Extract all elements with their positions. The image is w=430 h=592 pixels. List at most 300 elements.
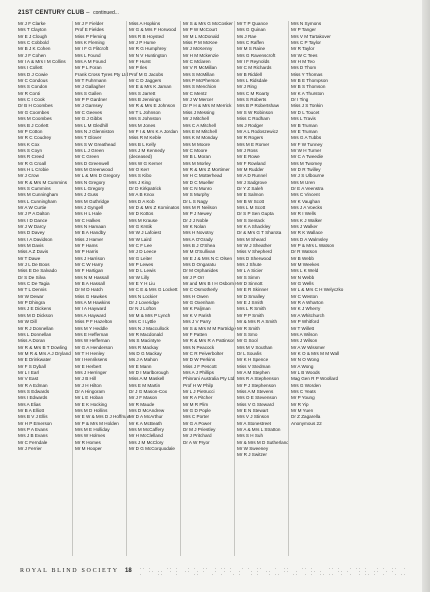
donor-name: Mr K Vaughan	[291, 198, 321, 204]
donor-name: Mrs H Novotny	[183, 230, 214, 236]
braille-cell	[329, 568, 334, 576]
donor-name: Mrs M D Hollins	[75, 407, 108, 413]
donor-name: Mr B W Scott	[237, 198, 265, 204]
donor-name: Mr B A Hassall	[75, 281, 105, 287]
donor-name: Mrs S Condon	[18, 84, 48, 90]
braille-dot	[269, 574, 270, 575]
braille-cell	[392, 568, 397, 576]
donor-name: Mr R Yip	[291, 401, 309, 407]
donor-name: Mr F Hurst	[129, 59, 151, 65]
donor-name: Mr C D Jaggers	[129, 78, 162, 84]
donor-name: Mr E W & Mrs D J Hoffman	[75, 414, 131, 420]
donor-name: Mrs C Porter	[183, 414, 210, 420]
donor-name: Mrs J V Parry	[183, 319, 211, 325]
donor-name: Mr C Condous	[18, 78, 48, 84]
donor-name: Dr S De Silva	[18, 274, 46, 280]
donor-name: Mr W J Sheather	[237, 243, 272, 249]
donor-name: Mr P P Smith	[237, 312, 264, 318]
donor-name: Mr E J Clough	[18, 33, 48, 39]
page-edge	[422, 0, 430, 592]
braille-dot	[365, 568, 366, 569]
donor-name: Mr J Ross	[237, 147, 258, 153]
braille-dot	[224, 568, 225, 569]
donor-name: Mr G Coombes	[18, 109, 50, 115]
donor-name: Mr B S Thomson	[291, 84, 326, 90]
donor-name: Mrs M D Dickson	[18, 312, 53, 318]
braille-dot	[404, 568, 405, 569]
donor-name: Prof M G Jacobs	[129, 71, 164, 77]
donor-name: Mrs N Peacock	[183, 344, 215, 350]
donor-name: Dr J Loveridge	[129, 300, 159, 306]
braille-dot	[152, 571, 153, 572]
donor-name: Miss J Messing	[183, 109, 215, 115]
donor-name: Mr B J K Cohen	[18, 46, 51, 52]
donor-name: Miss P Fleming	[75, 33, 107, 39]
donor-name: Mr P Dhingra	[18, 300, 45, 306]
donor-name: Mr M Weekes	[291, 262, 320, 268]
braille-dot	[356, 568, 357, 569]
donor-name: Mr R & Mrs R A Pattinson	[183, 338, 236, 344]
braille-cell	[239, 568, 244, 576]
braille-dot	[332, 574, 333, 575]
donor-name: Dr P H & Mrs M Merrick	[183, 103, 232, 109]
donor-name: Mr G D Pople	[183, 407, 211, 413]
donor-name: Mrs S H Suh	[237, 433, 264, 439]
donor-name: Mr E Y H Liu	[129, 281, 155, 287]
donor-name: Mrs M R Neilson	[183, 204, 217, 210]
donor-name: Mr R G Humphrey	[129, 46, 167, 52]
donor-name: Mr B A Elliott	[18, 407, 45, 413]
donor-name: Mr J F Clarke	[18, 21, 46, 26]
donor-name: Mr A Stonestreet	[237, 420, 271, 426]
donor-name: Mag Gen R P Woollard	[291, 376, 339, 382]
donor-name: Dr M D Hatch	[75, 287, 103, 293]
donor-name: Mrs N Hamaan	[75, 224, 106, 229]
donor-name: Anonymous 22	[291, 420, 322, 426]
braille-dot	[341, 574, 342, 575]
braille-dot	[338, 571, 339, 572]
donor-name: Mrs H Owen	[183, 293, 209, 299]
donor-name: Mr J W Darcy	[18, 224, 46, 229]
donor-name: Mr E Truman	[291, 128, 318, 134]
braille-dot	[401, 574, 402, 575]
donor-name: Mr H C Motterhead	[183, 173, 223, 179]
donor-name: Mrs M Uren	[291, 179, 315, 185]
donor-name: Ms J Rodger	[237, 122, 264, 128]
donor-name: Mrs C De Tagia	[18, 281, 50, 287]
braille-dot	[257, 571, 258, 572]
donor-name: Mrs I D Dance	[18, 217, 48, 223]
donor-name: Mrs E M Martin	[129, 382, 161, 388]
donor-name: Mr W Sweeney	[237, 446, 269, 452]
braille-dot	[287, 568, 288, 569]
donor-name: Mr B Webb	[291, 255, 314, 261]
donor-name: Mr M R Plim	[183, 401, 209, 407]
donor-name: Mrs D A Kob	[129, 198, 155, 204]
donor-name: Mrs M Y Heddle	[75, 325, 108, 331]
braille-dot	[140, 574, 141, 575]
braille-cell	[212, 568, 217, 576]
donor-name: Mrs G Ravenscroft	[237, 52, 276, 58]
donor-name: Mrs R Creed	[18, 154, 45, 160]
donor-name: Mrs A Wilson	[291, 331, 318, 337]
section-header	[18, 10, 119, 16]
donor-name: Prof H W Philp	[183, 382, 214, 388]
donor-name: Mr T H Henley	[75, 350, 105, 356]
braille-dot	[320, 571, 321, 572]
donor-name: Mr F I & Mrs K A Jordan	[129, 128, 178, 134]
donor-name: Mr D W Perkins	[183, 357, 216, 363]
donor-name: Mr T P Quance	[237, 21, 268, 26]
braille-dot	[257, 568, 258, 569]
donor-name: Mr J F Cohen	[18, 52, 46, 58]
braille-dot	[188, 571, 189, 572]
donor-name: Dr & Mrs G T Sharota	[237, 230, 282, 236]
donor-name: Mr V East	[18, 376, 39, 382]
donor-name: Mr & Mrs M D Sutherland	[237, 439, 289, 445]
donor-name: Mrs M Coombes	[18, 116, 52, 122]
donor-name: Mr S & Mrs G McCosker	[183, 21, 233, 26]
donor-name: Mr O Kerr	[129, 166, 150, 172]
braille-dot	[206, 568, 207, 569]
donor-name: Mrs D A Walmsley	[291, 236, 329, 242]
braille-dot	[284, 568, 285, 569]
donor-name: Dr L S Nagy	[183, 198, 208, 204]
donor-name: Mrs K Cox	[18, 141, 40, 147]
donor-name: Mr L & Mrs D Gregory	[75, 173, 120, 179]
donor-name: Mrs S Roberts	[237, 97, 267, 103]
donor-name: Mr P J Stephenson	[237, 382, 276, 388]
braille-dot	[188, 568, 189, 569]
donor-name: Mr G Leiter	[129, 255, 152, 261]
donor-name: Mr C Geeves	[75, 109, 103, 115]
donor-name: Mr C M Richards	[237, 65, 272, 71]
braille-dot	[377, 571, 378, 572]
donor-name: Mr and Mrs B I H Osborne	[183, 281, 237, 287]
name-column-1	[18, 21, 70, 556]
donor-name: Miss V Shepherd	[237, 249, 272, 255]
braille-cell	[365, 568, 370, 576]
braille-dot	[176, 574, 177, 575]
donor-name: Mrs D Greenwell	[75, 160, 110, 166]
donor-name: Mr T Dawe	[18, 255, 41, 261]
donor-name: Mrs R B Hoysted	[129, 33, 164, 39]
braille-cell	[374, 568, 379, 576]
braille-dot	[233, 574, 234, 575]
donor-name: Mr W Laird	[129, 236, 152, 242]
donor-name: Mrs J Shute	[237, 262, 262, 268]
donor-name: Mr H M Teo	[291, 59, 315, 65]
donor-name: Mrs A J Phillips	[183, 369, 214, 375]
donor-name: Mrs P McPherson	[183, 78, 220, 84]
donor-name: Mr R K Wallace	[291, 230, 323, 236]
donor-name: Miss E De Salvado	[18, 268, 57, 274]
donor-name: Mrs M Greenwood	[75, 166, 113, 172]
donor-name: Mr C W Harry	[75, 262, 104, 268]
donor-name: Mrs W G Kerner	[129, 160, 163, 166]
donor-name: Mr R J Switzer	[237, 452, 267, 458]
donor-name: Mr B Riddell	[237, 71, 263, 77]
donor-name: Mr D G McCorquodale	[129, 446, 175, 452]
donor-name: Mr T Fuhrmann	[75, 78, 107, 84]
braille-dot	[374, 571, 375, 572]
braille-dot	[386, 571, 387, 572]
donor-name: Mrs I A Davidson	[18, 236, 53, 242]
donor-name: Mr N O Wong	[291, 357, 319, 363]
donor-name: Mr I A Hayward	[75, 306, 107, 312]
donor-name: Mrs J A Voecks	[291, 204, 323, 210]
donor-name: Mrs B Jennings	[129, 97, 161, 103]
braille-dot	[248, 568, 249, 569]
donor-name: Mrs K Fleming	[75, 40, 105, 46]
donor-name: Mr J Garnsey	[75, 103, 103, 109]
donor-name: Mr R A Pitcher	[183, 395, 213, 401]
donor-name: Mr G J Gibbs	[75, 116, 103, 122]
donor-name: Dr S P Sen Gupta	[237, 211, 274, 217]
donor-name: Mr J F Mason	[129, 395, 158, 401]
donor-name: Mr J P Hume	[129, 40, 156, 46]
braille-dot	[221, 568, 222, 569]
braille-dot	[194, 574, 195, 575]
donor-name: Mr R Homes	[75, 439, 101, 445]
donor-name: Mr R & Mrs E Johnson	[129, 103, 176, 109]
braille-dot	[377, 568, 378, 569]
braille-cell	[275, 568, 280, 576]
braille-dot	[260, 568, 261, 569]
donor-name: Mrs S Edwards	[18, 388, 50, 394]
braille-dot	[149, 571, 150, 572]
donor-name: Mr J Ring	[237, 84, 257, 90]
donor-name: Mrs J M Kennedy	[129, 147, 165, 153]
name-column-2	[72, 21, 131, 556]
donor-name: Mr R G Croall	[18, 160, 47, 166]
braille-dot	[158, 571, 159, 572]
donor-name: Mr R & Mrs M Cummins	[18, 179, 67, 185]
donor-name: Miss V G Steward	[237, 401, 274, 407]
donor-name: Mrs I Edwards	[18, 395, 48, 401]
donor-name: Mr E Mann	[129, 363, 152, 369]
braille-dot	[383, 568, 384, 569]
donor-name: Mr A D Runnel	[237, 173, 267, 179]
donor-name: Mr S W Robinson	[237, 109, 273, 115]
donor-name: Mrs D Sherwood	[237, 255, 272, 261]
donor-name: Mrs S Johnston	[129, 116, 161, 122]
donor-name: Frank Cross Tyres Pty Ltd	[75, 71, 129, 77]
donor-name: Mrs T Clayton	[18, 27, 47, 33]
donor-name: Ms D G Mackay	[129, 350, 162, 356]
donor-name: Mr C Ferndale	[18, 439, 48, 445]
donor-name: Mr R Macdonald	[129, 331, 163, 337]
braille-dot	[329, 568, 330, 569]
braille-cell	[338, 568, 343, 576]
braille-dot	[359, 574, 360, 575]
donor-name: Mrs R A Stephenson	[237, 376, 279, 382]
donor-name: Mr J Mitchell	[183, 116, 209, 122]
donor-name: Mr D Kottos	[129, 211, 154, 217]
donor-name: Mr J McKenny	[183, 46, 213, 52]
braille-dot	[275, 568, 276, 569]
donor-name-columns	[18, 21, 398, 556]
donor-name: Mr P P Gardner	[75, 97, 107, 103]
donor-name: Mrs P A Evans	[18, 427, 48, 432]
donor-name: Mr P Iles	[129, 65, 148, 71]
donor-name: Mr S & Mrs M M Partridge	[183, 325, 237, 331]
donor-name: Mr S Sentack	[237, 217, 265, 223]
donor-name: Mr B Truman	[291, 122, 318, 128]
braille-dot	[404, 574, 405, 575]
donor-name: Mr M & Mrs P Lynch	[129, 312, 171, 318]
donor-name: Miss A M Stevens	[237, 388, 274, 394]
donor-name: Mr W C Tees	[291, 52, 318, 58]
donor-name: Mrs L M Scott	[237, 204, 266, 210]
donor-name: Mrs L J Green	[75, 147, 104, 153]
donor-name: Mr P L Foran	[75, 65, 102, 71]
donor-name: Mrs A M Found	[75, 59, 106, 65]
braille-cell	[302, 568, 307, 576]
donor-name: Mr A Wong	[291, 363, 314, 369]
donor-name: Mr R J Donnellan	[18, 325, 54, 331]
donor-name: Mrs B L Kelly	[129, 141, 156, 147]
donor-name: Miss J Hamer	[75, 236, 104, 242]
donor-name: Mr I Henriksens	[75, 357, 108, 363]
donor-name: Mrs M E Romer	[237, 141, 270, 147]
donor-name: Mr P & Mrs M Holden	[75, 420, 119, 426]
braille-dot	[266, 571, 267, 572]
donor-name: Mr P Young	[291, 395, 315, 401]
braille-dot	[311, 571, 312, 572]
donor-name: Mr I A & Mrs I M Collins	[18, 59, 66, 65]
donor-name: Mr W Dewar	[18, 293, 44, 299]
donor-name: Mr D L Lewis	[129, 268, 156, 274]
braille-dot	[305, 574, 306, 575]
donor-name: Mrs L Gregory	[75, 185, 105, 191]
donor-name: Mr N V Huntington	[129, 52, 167, 58]
donor-name: Mr J Gallagher	[75, 84, 106, 90]
donor-name: Mr E J Smith	[237, 300, 264, 306]
donor-name: Mr M Rudder	[237, 166, 264, 172]
braille-dot	[284, 571, 285, 572]
donor-name: Mrs G A Tubbs	[291, 135, 322, 141]
donor-name: Mrs N Lockier	[129, 293, 158, 299]
donor-name: Mr P & Mrs L Watson	[291, 243, 335, 249]
donor-name: Miss P F Hazelton	[75, 319, 113, 325]
donor-name: Mr J Ferrier	[18, 446, 42, 452]
donor-name: Mr R & Mrs Z Mortimer	[183, 166, 230, 172]
donor-name: Phinrani Australia Pty Ltd	[183, 376, 235, 382]
braille-dot	[242, 568, 243, 569]
donor-name: Mr A W Curtie	[18, 204, 47, 210]
donor-name: Mr V R McMillan	[183, 65, 217, 71]
donor-name: Mr C Moore	[183, 147, 208, 153]
donor-name: Mr G Wells	[291, 281, 314, 287]
donor-name: Mr & Mrs R A Smith	[237, 319, 278, 325]
braille-cell	[320, 568, 325, 576]
donor-name: Mrs J Guss	[75, 192, 99, 198]
donor-name: Mrs E Heffernan	[75, 331, 109, 337]
donor-name: Mrs G Quinan	[237, 27, 266, 33]
donor-name: Mr H P Emerson	[18, 420, 52, 426]
donor-name: Mrs S Gallen	[75, 90, 102, 96]
braille-dot	[392, 571, 393, 572]
donor-name: Mr P Harris	[75, 249, 99, 255]
braille-cell	[311, 568, 316, 576]
donor-name: Mr E Rowe	[237, 154, 260, 160]
donor-name: Mr G A Henderson	[75, 344, 113, 350]
donor-name: Mr G Sool	[237, 338, 258, 344]
braille-dot	[224, 571, 225, 572]
braille-dot	[251, 574, 252, 575]
braille-dot	[251, 571, 252, 572]
donor-name: Mr R Taylor	[291, 46, 315, 52]
donor-name: Mrs L Found	[75, 52, 101, 58]
braille-dot	[305, 568, 306, 569]
section-separator: –	[84, 10, 92, 16]
donor-name: Mr A W Wissmer	[291, 344, 325, 350]
donor-name: Mrs S McMillan	[183, 71, 215, 77]
donor-name: Ms J A Mahon	[129, 357, 158, 363]
donor-name: Mrs S Menchion	[183, 84, 217, 90]
donor-name: Mrs B P Robertshaw	[237, 103, 280, 109]
donor-name: Mr G Oxenham	[183, 300, 215, 306]
braille-dot	[302, 568, 303, 569]
donor-name: Miss C Rodham	[237, 116, 270, 122]
donor-name: Mrs J Gyngell	[75, 204, 104, 210]
braille-dot	[347, 571, 348, 572]
donor-name: Mr E R Skinner	[237, 287, 269, 293]
braille-dot	[320, 574, 321, 575]
donor-name: Mr S Smo	[237, 331, 258, 337]
donor-name: Mr M L McDonald	[183, 33, 220, 39]
donor-name: Mrs M V Southan	[237, 344, 273, 350]
braille-dot	[161, 571, 162, 572]
donor-name: Mr F Rowland	[237, 160, 266, 166]
donor-name: Mrs K J Walker	[291, 217, 322, 223]
donor-name: Mr C E & Mrs G Lockett	[129, 287, 178, 293]
donor-name: Mr L B Woods	[291, 369, 320, 375]
braille-dot	[185, 571, 186, 572]
donor-name: Mr J P A Dalton	[18, 211, 50, 217]
donor-name: Mr J Sadgrove	[237, 179, 267, 185]
donor-name: Mr F Hartigan	[75, 268, 104, 274]
donor-name: Dr I Ting	[291, 97, 309, 103]
braille-cell	[293, 568, 298, 576]
donor-name: Mr L A Sicier	[237, 268, 263, 274]
donor-name: Mr C Osmotherly	[183, 287, 218, 293]
donor-name: Mrs C P Taylor	[291, 40, 321, 46]
donor-name: Mrs N J Glenniston	[75, 128, 115, 134]
donor-name: Mr M R & Mrs A J Dryland	[18, 350, 71, 356]
braille-cell	[140, 568, 145, 576]
donor-name: Mr T Willett	[291, 325, 315, 331]
donor-name: Dr L Souvlis	[237, 350, 262, 356]
donor-name: Mrs W Heffernan	[75, 338, 110, 344]
braille-cell	[149, 568, 154, 576]
braille-dot	[170, 568, 171, 569]
donor-name: Mr C Halkes	[75, 217, 101, 223]
donor-name: Mr A Whitchurch	[291, 312, 325, 318]
donor-name: Mrs D J Cowie	[18, 71, 48, 77]
donor-name: Mrs S Coyn	[18, 147, 42, 153]
page-number: 18	[125, 568, 132, 574]
donor-name: Miss P M McKee	[183, 40, 218, 46]
donor-name: Dr R Watson	[291, 249, 318, 255]
donor-name: Mrs M Cunningham	[18, 192, 59, 198]
braille-dot	[176, 571, 177, 572]
donor-name: Mr K V Parish	[183, 312, 212, 318]
donor-name: Mr R & Mrs B T Dowling	[18, 344, 68, 350]
braille-dot	[194, 568, 195, 569]
donor-name: Mrs N Symons	[291, 21, 322, 26]
